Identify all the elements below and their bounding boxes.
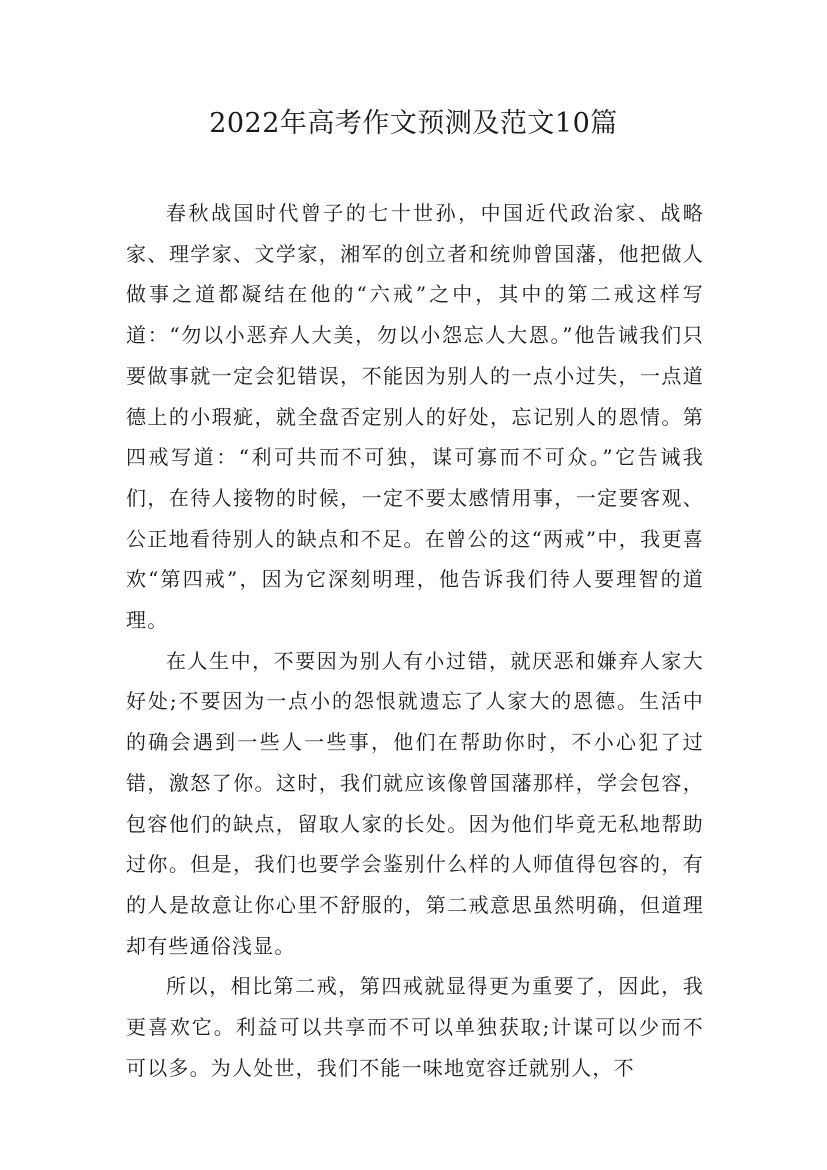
document-body — [126, 193, 704, 1088]
paragraph-1: 春秋战国时代曾子的七十世孙，中国近代政治家、战略家、理学家、文学家，湘军的创立者和统帅曾国藩，他把做人做事之道都凝结在他的“六戒”之中，其中的第二戒这样写道：“勿以小恶弃人大美，勿以小怨忘人大恩。”他告诫我们只要做事就一定会犯错误，不能因为别人的一点小过失，一点道德上的小瑕疵，就全盘否定别人的好处，忘记别人的恩情。第四戒写道：“利可共而不可独，谋可寡而不可众。”它告诫我们，在待人接物的时候，一定不要太感情用事，一定要客观、公正地看待别人的缺点和不足。在曾公的这“两戒”中，我更喜欢“第四戒”，因为它深刻明理，他告诉我们待人要理智的道理。 — [126, 201, 704, 633]
paragraph-2: 在人生中，不要因为别人有小过错，就厌恶和嫌弃人家大好处;不要因为一点小的怨恨就遗忘了人家大的恩德。生活中的确会遇到一些人一些事，他们在帮助你时，不小心犯了过错，激怒了你。这时，我们就应该像曾国藩那样，学会包容，包容他们的缺点，留取人家的长处。因为他们毕竟无私地帮助过你。但是，我们也要学会鉴别什么样的人师值得包容的，有的人是故意让你心里不舒服的，第二戒意思虽然明确，但道理却有些通俗浅显。 — [126, 648, 704, 958]
paragraph-3: 所以，相比第二戒，第四戒就显得更为重要了，因此，我更喜欢它。利益可以共享而不可以单独获取;计谋可以少而不可以多。为人处世，我们不能一味地宽容迁就别人，不 — [126, 974, 704, 1080]
document-title: 2022年高考作文预测及范文10篇 — [209, 108, 618, 139]
